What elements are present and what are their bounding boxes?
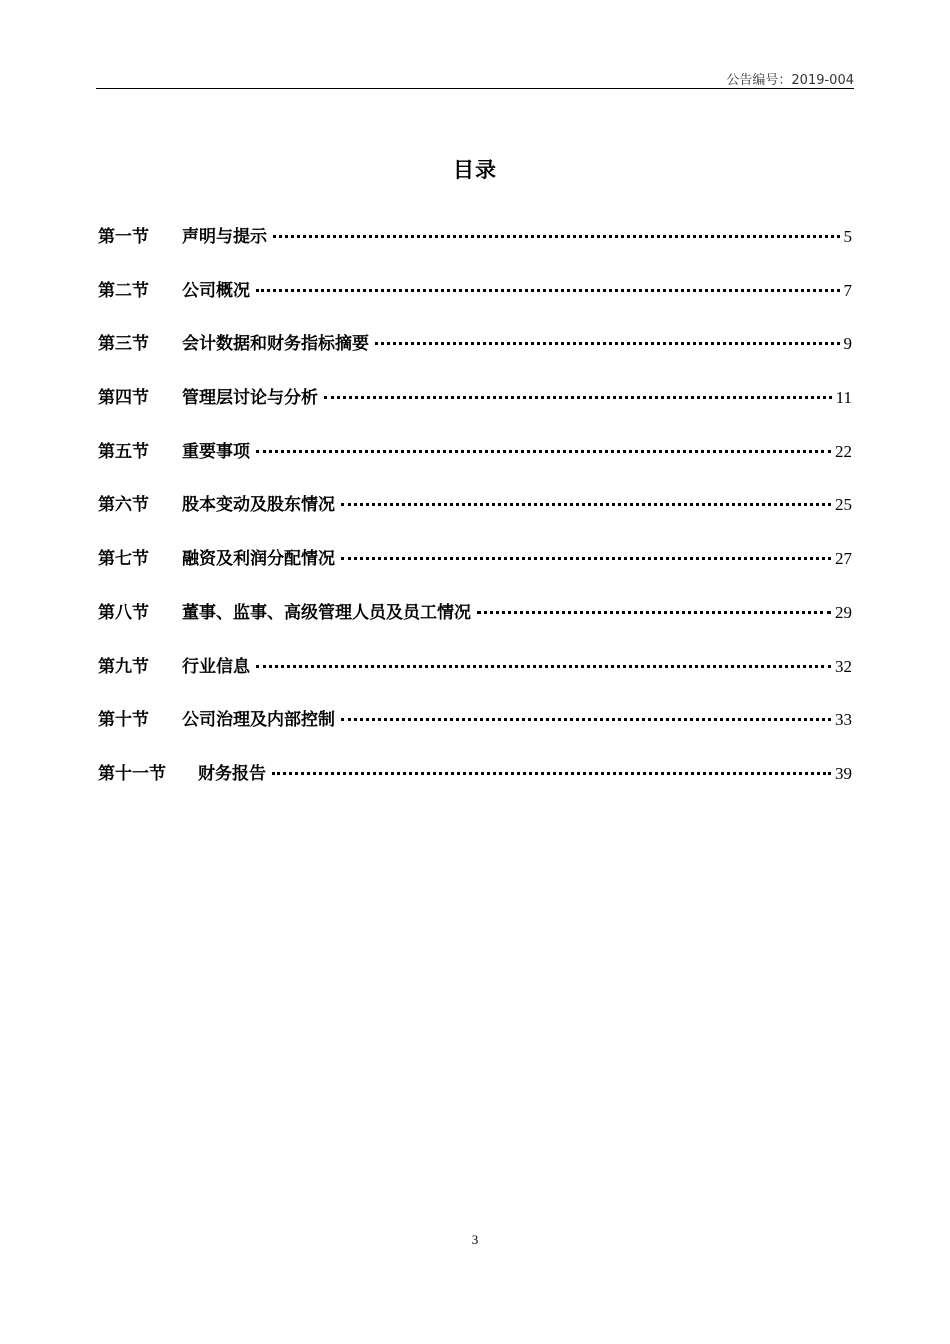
dot-leader [341,557,831,560]
announcement-number: 公告编号：2019-004 [726,73,854,88]
toc-entry[interactable] [98,598,852,652]
toc-entry[interactable] [98,437,852,491]
section-number: 第一节 [98,227,149,247]
toc-title: 目录 [453,158,497,182]
section-page: 33 [835,710,852,730]
dot-leader [272,772,831,775]
dot-leader [256,289,840,292]
section-page: 29 [835,602,852,622]
dot-leader [256,450,831,453]
section-title: 公司治理及内部控制 [182,710,335,731]
section-page: 11 [835,388,852,408]
toc-entry[interactable] [98,329,852,383]
section-title: 管理层讨论与分析 [182,388,318,409]
section-number: 第八节 [98,602,149,623]
toc-entry[interactable] [98,759,852,813]
section-page: 32 [835,656,852,676]
page-number: 3 [471,1232,479,1247]
section-title: 公司概况 [182,280,250,301]
section-title: 董事、监事、高级管理人员及员工情况 [182,602,471,623]
section-page: 27 [835,549,852,569]
section-page: 25 [835,495,852,515]
dot-leader [273,235,840,238]
toc-entry[interactable] [98,383,852,437]
section-page: 39 [835,763,852,783]
dot-leader [375,342,840,345]
toc-entry[interactable] [98,276,852,330]
toc-entry[interactable] [98,544,852,598]
section-title: 股本变动及股东情况 [182,495,335,516]
table-of-contents [98,222,852,813]
section-page: 5 [843,227,852,246]
section-page: 9 [843,334,852,354]
section-number: 第九节 [98,656,149,677]
dot-leader [341,503,831,506]
dot-leader [256,665,831,668]
section-title: 财务报告 [198,763,266,784]
section-number: 第十一节 [98,763,166,784]
section-number: 第十节 [98,710,149,731]
section-title: 行业信息 [182,656,250,677]
dot-leader [477,611,831,614]
section-title: 融资及利润分配情况 [182,549,335,570]
dot-leader [341,718,831,721]
section-title: 会计数据和财务指标摘要 [182,334,369,355]
toc-entry[interactable] [98,490,852,544]
page-header [96,68,854,89]
section-number: 第二节 [98,280,149,301]
section-number: 第四节 [98,388,149,409]
section-title: 重要事项 [182,441,250,462]
toc-entry[interactable] [98,705,852,759]
section-number: 第七节 [98,549,149,570]
section-number: 第六节 [98,495,149,516]
section-number: 第三节 [98,334,149,355]
dot-leader [324,396,832,399]
toc-entry[interactable] [98,222,852,276]
section-number: 第五节 [98,441,149,462]
toc-entry[interactable] [98,652,852,706]
section-page: 7 [843,280,852,300]
section-title: 声明与提示 [182,227,267,247]
section-page: 22 [835,441,852,461]
